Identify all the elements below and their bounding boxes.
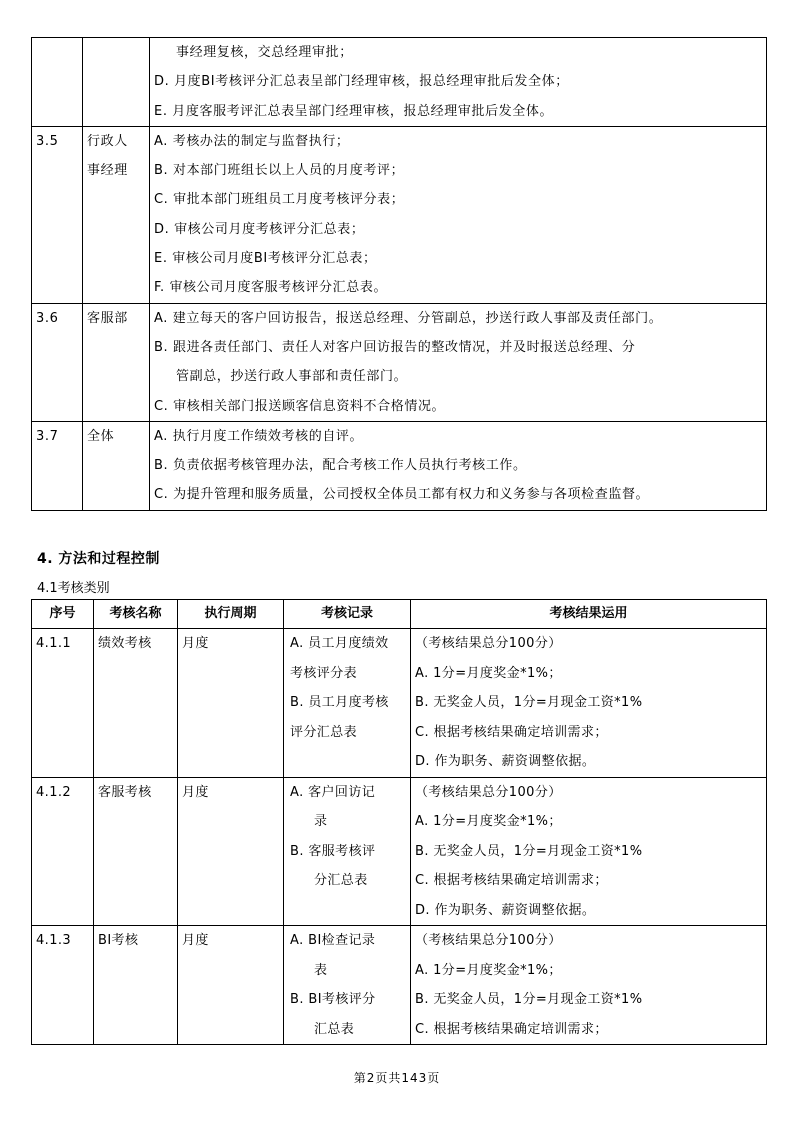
category-result-cell bbox=[411, 629, 767, 778]
duty-line: 事经理复核，交总经理审批； bbox=[176, 45, 353, 60]
result-line: A. 1分=月度奖金*1%； bbox=[415, 665, 562, 681]
row-number: 3.5 bbox=[36, 133, 59, 149]
department-label: 客服部 bbox=[87, 310, 128, 326]
record-line: 录 bbox=[314, 814, 328, 829]
category-number-cell bbox=[32, 926, 94, 1045]
category-period: 月度 bbox=[182, 784, 209, 800]
record-line: 分汇总表 bbox=[314, 873, 368, 888]
duty-line: D. 审核公司月度考核评分汇总表； bbox=[154, 221, 365, 237]
category-name-cell bbox=[94, 926, 178, 1045]
row-number-cell bbox=[32, 421, 83, 510]
record-line: 汇总表 bbox=[314, 1021, 355, 1037]
duty-line: E. 月度客服考评汇总表呈部门经理审核，报总经理审批后发全体。 bbox=[154, 103, 554, 119]
duty-line: A. 建立每天的客户回访报告，报送总经理、分管副总，抄送行政人事部及责任部门。 bbox=[154, 310, 663, 326]
category-record-cell bbox=[284, 926, 411, 1045]
table-row bbox=[32, 926, 767, 1045]
duties-cell bbox=[150, 126, 767, 303]
header-cell-period: 执行周期 bbox=[178, 600, 284, 629]
result-line: （考核结果总分100分） bbox=[415, 933, 562, 948]
duties-cell bbox=[150, 38, 767, 127]
category-result-cell bbox=[411, 777, 767, 926]
duty-line: F. 审核公司月度客服考核评分汇总表。 bbox=[154, 280, 388, 296]
category-number: 4.1.3 bbox=[36, 933, 72, 948]
result-line: B. 无奖金人员，1分=月现金工资*1% bbox=[415, 992, 643, 1007]
section-heading: 4. 方法和过程控制 bbox=[37, 551, 160, 567]
department-cell bbox=[83, 38, 150, 127]
table-row bbox=[32, 303, 767, 421]
department-cell bbox=[83, 303, 150, 421]
result-line: C. 根据考核结果确定培训需求； bbox=[415, 1021, 608, 1037]
record-line bbox=[290, 896, 406, 926]
department-label: 行政人 bbox=[87, 133, 128, 149]
duty-line: A. 考核办法的制定与监督执行； bbox=[154, 133, 350, 149]
duties-cell bbox=[150, 303, 767, 421]
header-cell-result: 考核结果运用 bbox=[411, 600, 767, 629]
category-period-cell bbox=[178, 777, 284, 926]
duty-line: D. 月度BI考核评分汇总表呈部门经理审核，报总经理审批后发全体； bbox=[154, 74, 569, 90]
record-line: A. BI检查记录 bbox=[290, 933, 376, 948]
category-record-cell bbox=[284, 777, 411, 926]
row-number-cell bbox=[32, 126, 83, 303]
table-row bbox=[32, 38, 767, 127]
row-number-cell bbox=[32, 303, 83, 421]
duty-line: C. 为提升管理和服务质量，公司授权全体员工都有权力和义务参与各项检查监督。 bbox=[154, 487, 650, 503]
category-name-cell bbox=[94, 629, 178, 778]
duty-line: E. 审核公司月度BI考核评分汇总表； bbox=[154, 251, 377, 267]
table-row bbox=[32, 777, 767, 926]
record-line: B. 员工月度考核 bbox=[290, 695, 389, 710]
category-period-cell bbox=[178, 926, 284, 1045]
header-cell-record: 考核记录 bbox=[284, 600, 411, 629]
duties-cell bbox=[150, 421, 767, 510]
duty-line: B. 对本部门班组长以上人员的月度考评； bbox=[154, 163, 405, 179]
table-header-row bbox=[32, 600, 767, 629]
duty-line: 管副总，抄送行政人事部和责任部门。 bbox=[176, 369, 408, 385]
department-cell bbox=[83, 126, 150, 303]
record-line: 表 bbox=[314, 962, 328, 978]
department-cell bbox=[83, 421, 150, 510]
duty-line: B. 负责依据考核管理办法，配合考核工作人员执行考核工作。 bbox=[154, 458, 527, 474]
record-line bbox=[290, 747, 406, 777]
category-number: 4.1.2 bbox=[36, 784, 72, 800]
record-line: A. 员工月度绩效 bbox=[290, 636, 389, 651]
result-line: A. 1分=月度奖金*1%； bbox=[415, 962, 562, 978]
subsection-heading: 4.1考核类别 bbox=[37, 581, 110, 596]
result-line: A. 1分=月度奖金*1%； bbox=[415, 814, 562, 829]
category-number-cell bbox=[32, 629, 94, 778]
result-line: B. 无奖金人员，1分=月现金工资*1% bbox=[415, 843, 643, 859]
category-record-cell bbox=[284, 629, 411, 778]
row-number bbox=[36, 38, 78, 67]
header-cell-name: 考核名称 bbox=[94, 600, 178, 629]
result-line: D. 作为职务、薪资调整依据。 bbox=[415, 902, 596, 918]
category-name: 客服考核 bbox=[98, 784, 152, 800]
table-row bbox=[32, 629, 767, 778]
department-label: 事经理 bbox=[87, 163, 128, 179]
responsibility-table bbox=[31, 37, 767, 511]
result-line: （考核结果总分100分） bbox=[415, 636, 562, 651]
category-period: 月度 bbox=[182, 636, 209, 651]
table-row bbox=[32, 126, 767, 303]
category-result-cell bbox=[411, 926, 767, 1045]
department-label: 全体 bbox=[87, 428, 115, 444]
category-name: 绩效考核 bbox=[98, 636, 152, 651]
result-line: D. 作为职务、薪资调整依据。 bbox=[415, 754, 596, 769]
duty-line: C. 审批本部门班组员工月度考核评分表； bbox=[154, 192, 405, 208]
row-number-cell bbox=[32, 38, 83, 127]
record-line: B. 客服考核评 bbox=[290, 843, 376, 859]
category-name: BI考核 bbox=[98, 933, 139, 948]
category-number: 4.1.1 bbox=[36, 636, 72, 651]
record-line: 考核评分表 bbox=[290, 665, 358, 681]
duty-line: B. 跟进各责任部门、责任人对客户回访报告的整改情况，并及时报送总经理、分 bbox=[154, 339, 636, 355]
record-line: A. 客户回访记 bbox=[290, 784, 376, 800]
category-period: 月度 bbox=[182, 933, 209, 948]
duty-line: C. 审核相关部门报送顾客信息资料不合格情况。 bbox=[154, 398, 446, 414]
duty-line: A. 执行月度工作绩效考核的自评。 bbox=[154, 428, 364, 444]
page-footer: 第2页共143页 bbox=[353, 1071, 441, 1085]
row-number: 3.7 bbox=[36, 428, 59, 444]
category-number-cell bbox=[32, 777, 94, 926]
result-line: （考核结果总分100分） bbox=[415, 784, 562, 800]
category-name-cell bbox=[94, 777, 178, 926]
category-period-cell bbox=[178, 629, 284, 778]
assessment-category-table bbox=[31, 599, 767, 1045]
result-line: C. 根据考核结果确定培训需求； bbox=[415, 873, 608, 888]
record-line: 评分汇总表 bbox=[290, 724, 358, 740]
table-row bbox=[32, 421, 767, 510]
header-cell-number: 序号 bbox=[32, 600, 94, 629]
row-number: 3.6 bbox=[36, 310, 59, 326]
result-line: C. 根据考核结果确定培训需求； bbox=[415, 724, 608, 740]
result-line: B. 无奖金人员，1分=月现金工资*1% bbox=[415, 695, 643, 710]
record-line: B. BI考核评分 bbox=[290, 992, 376, 1007]
